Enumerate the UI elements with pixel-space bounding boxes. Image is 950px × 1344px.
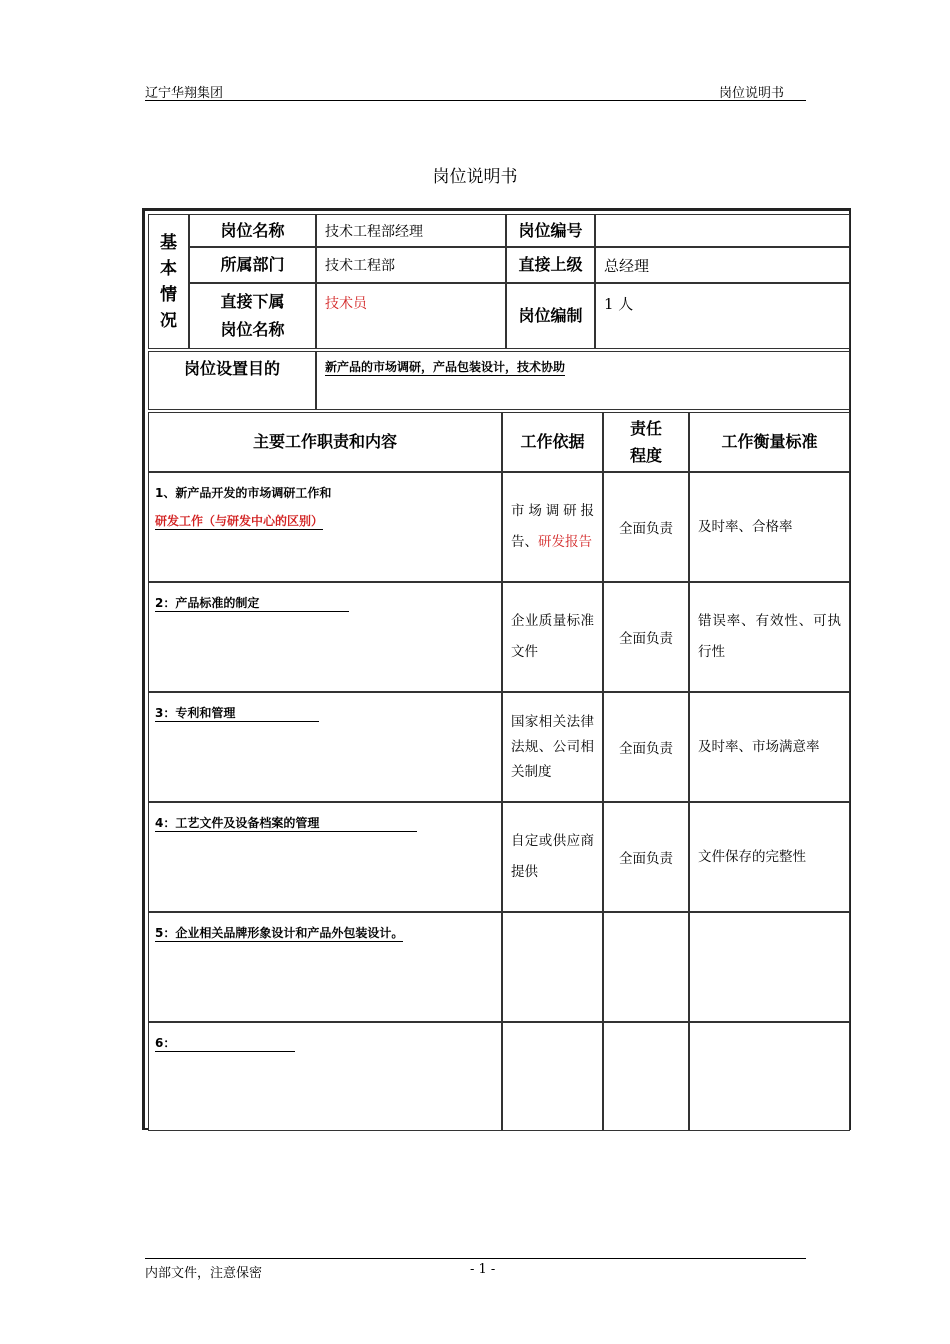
purpose-value [316,351,850,410]
duty-1-basis-a: 市场调研报告、 [511,503,594,550]
duty-1-basis [502,472,603,582]
purpose-text: 新产品的市场调研，产品包装设计，技术协助 [325,360,566,374]
duty-3-responsibility: 全面负责 [603,692,689,802]
duty-3-standard: 及时率、市场满意率 [689,692,850,802]
duty-2-responsibility: 全面负责 [603,582,689,692]
duties-content-header: 主要工作职责和内容 [148,412,502,472]
basic-info-section-text: 基 本 情 况 [160,232,177,331]
superior-value: 总经理 [595,247,850,283]
duty-5-standard [689,912,850,1022]
duty-2-line1: 2：产品标准的制定 [155,596,349,612]
duties-responsibility-header [603,412,689,472]
duty-1-responsibility: 全面负责 [603,472,689,582]
subordinate-label [189,283,316,349]
footer-page-number: - 1 - [470,1262,496,1277]
footer-confidential: 内部文件，注意保密 [145,1266,263,1281]
duty-5-responsibility [603,912,689,1022]
purpose-label: 岗位设置目的 [148,351,316,410]
duty-2-standard: 错误率、有效性、可执行性 [689,582,850,692]
duty-1-standard: 及时率、合格率 [689,472,850,582]
position-code-label: 岗位编号 [506,214,595,247]
document-title: 岗位说明书 [432,167,518,187]
duty-5-basis [502,912,603,1022]
duty-4-responsibility: 全面负责 [603,802,689,912]
position-code-value [595,214,850,247]
position-name-label: 岗位名称 [189,214,316,247]
basic-info-section-label [148,214,189,349]
responsibility-header-line2: 程度 [629,446,662,465]
duty-4-content [148,802,502,912]
header-doc-name: 岗位说明书 [719,86,785,101]
duty-5-line1: 5：企业相关品牌形象设计和产品外包装设计。 [155,926,404,940]
duty-1-line2: 研发工作（与研发中心的区别） [155,514,324,528]
subordinate-label-line1: 直接下属 [220,292,285,311]
headcount-value: 1 人 [595,283,850,349]
headcount-label: 岗位编制 [506,283,595,349]
duty-2-basis: 企业质量标准文件 [502,582,603,692]
duty-6-content [148,1022,502,1131]
duty-6-standard [689,1022,850,1131]
duty-1-content [148,472,502,582]
duty-3-content [148,692,502,802]
footer-divider [145,1258,806,1259]
duty-4-line1: 4：工艺文件及设备档案的管理 [155,816,417,832]
job-description-table [142,208,851,1130]
department-value: 技术工程部 [316,247,506,283]
duty-4-basis: 自定或供应商提供 [502,802,603,912]
header-divider [145,100,806,101]
header-company: 辽宁华翔集团 [145,86,224,101]
department-label: 所属部门 [189,247,316,283]
subordinate-label-line2: 岗位名称 [220,320,285,339]
duty-6-line1: 6： [155,1036,295,1052]
duty-6-responsibility [603,1022,689,1131]
duty-6-basis [502,1022,603,1131]
duty-3-line1: 3：专利和管理 [155,706,319,722]
duty-3-basis: 国家相关法律法规、公司相关制度 [502,692,603,802]
responsibility-header-line1: 责任 [629,419,662,438]
duty-4-standard: 文件保存的完整性 [689,802,850,912]
duties-basis-header: 工作依据 [502,412,603,472]
subordinate-value: 技术员 [316,283,506,349]
superior-label: 直接上级 [506,247,595,283]
duties-standard-header: 工作衡量标准 [689,412,850,472]
duty-1-line1: 1、新产品开发的市场调研工作和 [155,486,332,500]
position-name-value: 技术工程部经理 [316,214,506,247]
duty-5-content [148,912,502,1022]
duty-2-content [148,582,502,692]
duty-1-basis-b: 研发报告 [538,534,592,550]
